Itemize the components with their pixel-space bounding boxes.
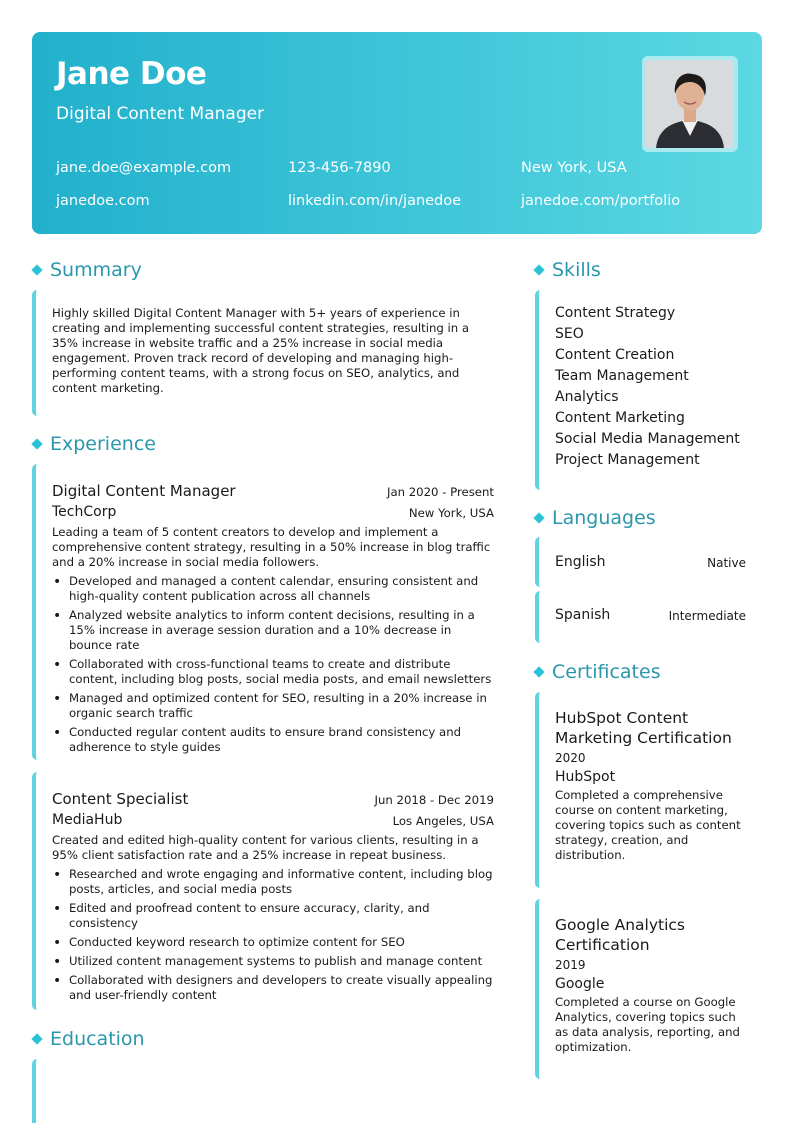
skill-item: Content Creation [555,347,675,363]
job-company: MediaHub [52,812,123,828]
job-bullets [52,867,494,1003]
education-accent-bar [32,1059,42,1123]
certificate-issuer: Google [555,976,605,992]
certificate-title: Google Analytics Certification [555,916,685,954]
job-entry [52,482,494,759]
summary-accent-bar [32,290,42,416]
language-level: Intermediate [668,609,746,623]
list-item: • Analyzed website analytics to inform content decisions, resulting in a 15% increase in average session duration and a 10% decrease in bounce rate [52,608,494,653]
candidate-name: Jane Doe [56,56,207,92]
job-description: Created and edited high-quality content for various clients, resulting in a 95% client satisfaction rate and a 25% increase in repeat business. [52,833,479,862]
certificates-heading-text: Certificates [552,661,661,683]
linkedin-link[interactable]: linkedin.com/in/janedoe [288,193,462,209]
languages-heading [533,507,656,529]
skill-item: Project Management [555,452,700,468]
skills-accent-bar [535,290,545,490]
diamond-bullet-icon [533,264,544,275]
skill-item: Team Management [555,368,689,384]
skills-heading [533,259,601,281]
skill-item: Analytics [555,389,619,405]
language-accent-bar [535,591,545,643]
job-company: TechCorp [52,504,117,520]
diamond-bullet-icon [31,438,42,449]
list-item: • Conducted keyword research to optimize content for SEO [52,935,494,950]
list-item: • Researched and wrote engaging and informative content, including blog posts, articles, and social media posts [52,867,494,897]
skill-item: Content Strategy [555,305,676,321]
skill-item: SEO [555,326,584,342]
job-accent-bar [32,772,42,1010]
location-text: New York, USA [521,160,627,176]
email-link[interactable]: jane.doe@example.com [56,160,232,176]
job-location: New York, USA [408,506,494,520]
website-link[interactable]: janedoe.com [56,193,150,209]
skill-item: Social Media Management [555,431,740,447]
experience-heading-text: Experience [50,433,156,455]
job-dates: Jan 2020 - Present [387,485,494,499]
portfolio-link[interactable]: janedoe.com/portfolio [521,193,681,209]
certificate-issuer: HubSpot [555,769,616,785]
job-accent-bar [32,464,42,760]
resume-header [32,32,762,234]
job-description: Leading a team of 5 content creators to develop and implement a comprehensive content strategy, resulting in a 50% increase in blog traffic and a 20% increase in social media followers. [52,525,491,569]
summary-heading-text: Summary [50,259,142,281]
education-heading [31,1028,145,1050]
list-item: • Developed and managed a content calendar, ensuring consistent and high-quality content publication across all channels [52,574,494,604]
language-name: English [555,554,606,570]
certificate-description: Completed a course on Google Analytics, covering topics such as data analysis, reporting, and optimization. [555,995,740,1054]
certificate-accent-bar [535,692,545,888]
diamond-bullet-icon [31,264,42,275]
certificate-year: 2020 [555,751,586,765]
certificate-description: Completed a comprehensive course on content marketing, covering topics such as content strategy, creation, and distribution. [555,788,741,862]
skills-list [555,305,740,473]
language-name: Spanish [555,607,611,623]
list-item: • Edited and proofread content to ensure accuracy, clarity, and consistency [52,901,494,931]
language-level: Native [707,556,746,570]
language-accent-bar [535,537,545,587]
certificate-title: HubSpot Content Marketing Certification [555,709,732,747]
list-item: • Utilized content management systems to publish and manage content [52,954,494,969]
diamond-bullet-icon [533,666,544,677]
job-title: Digital Content Manager [52,482,236,500]
diamond-bullet-icon [31,1033,42,1044]
certificate-entry [555,915,750,1055]
summary-text: Highly skilled Digital Content Manager with 5+ years of experience in creating and implementing successful content strategies, resulting in a 35% increase in website traffic and a 25% increase in social media engagement. Proven track record of developing and managing high-performing content teams, with a strong focus on SEO, analytics, and content marketing. [52,306,470,395]
list-item: • Collaborated with cross-functional teams to create and distribute content, including blog posts, social media posts, and email newsletters [52,657,494,687]
candidate-title: Digital Content Manager [56,104,265,124]
profile-photo [642,56,738,152]
certificate-year: 2019 [555,958,586,972]
education-heading-text: Education [50,1028,145,1050]
list-item: • Collaborated with designers and developers to create visually appealing and user-friendly content [52,973,494,1003]
certificates-heading [533,661,661,683]
skills-heading-text: Skills [552,259,601,281]
list-item: • Conducted regular content audits to ensure brand consistency and adherence to style guides [52,725,494,755]
job-entry [52,790,494,1007]
languages-heading-text: Languages [552,507,656,529]
diamond-bullet-icon [533,512,544,523]
experience-heading [31,433,156,455]
job-title: Content Specialist [52,790,189,808]
phone-number[interactable]: 123-456-7890 [288,160,391,176]
job-location: Los Angeles, USA [392,814,494,828]
certificate-entry [555,708,750,863]
certificate-accent-bar [535,899,545,1079]
list-item: • Managed and optimized content for SEO, resulting in a 20% increase in organic search traffic [52,691,494,721]
skill-item: Content Marketing [555,410,685,426]
summary-heading [31,259,142,281]
job-dates: Jun 2018 - Dec 2019 [374,793,494,807]
job-bullets [52,574,494,755]
person-portrait-icon [646,60,734,148]
